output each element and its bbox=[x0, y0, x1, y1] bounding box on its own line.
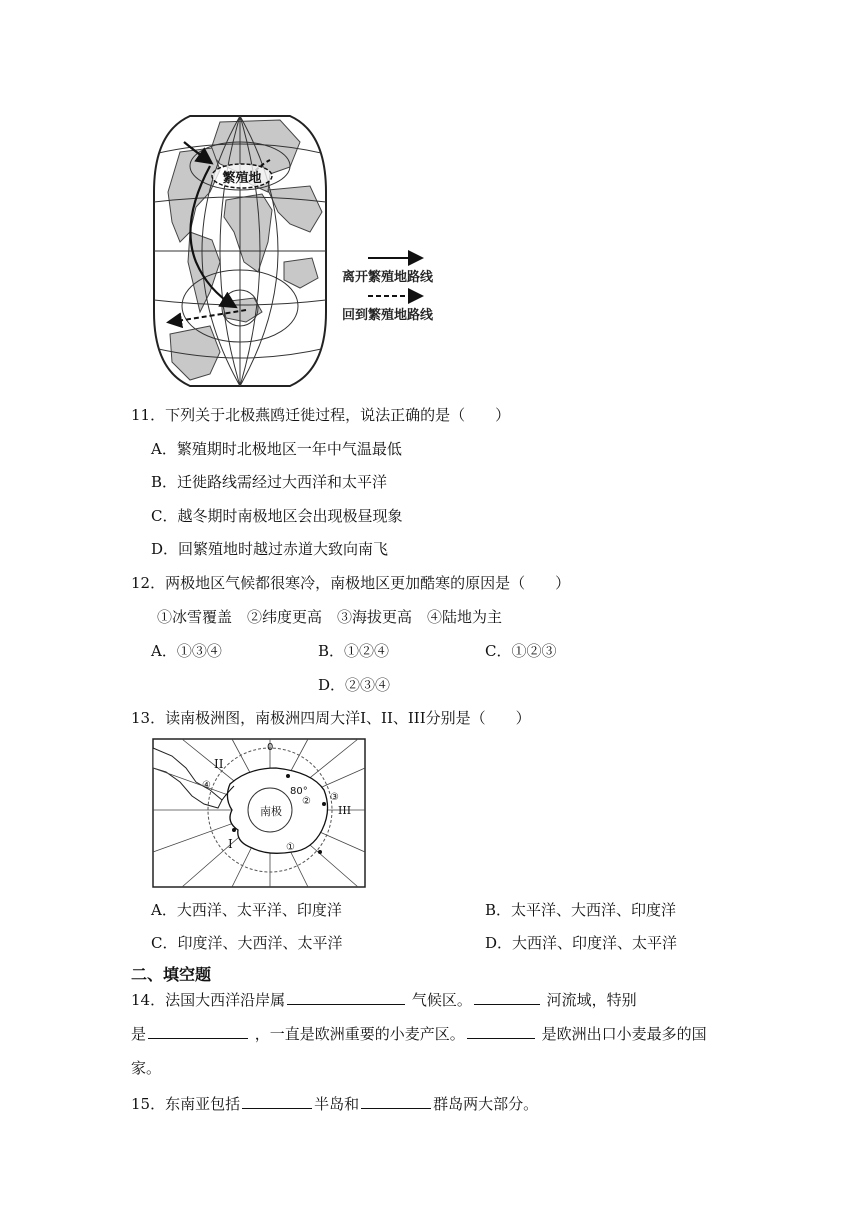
q12-items: ①冰雪覆盖 ②纬度更高 ③海拔更高 ④陆地为主 bbox=[157, 608, 503, 626]
legend-leave-label: 离开繁殖地路线 bbox=[342, 270, 434, 285]
question-14-line-2 bbox=[131, 1023, 707, 1045]
migration-map-figure bbox=[150, 112, 480, 390]
q11-option-c[interactable]: C．越冬期时南极地区会出现极昼现象 bbox=[151, 507, 403, 525]
q14-blank-4[interactable] bbox=[467, 1024, 535, 1039]
question-13-stem: 13．读南极洲图，南极洲四周大洋I、II、III分别是（ ） bbox=[131, 709, 531, 727]
section-2-title: 二、填空题 bbox=[131, 965, 212, 984]
ocean-I-label: I bbox=[228, 837, 233, 851]
q15-blank-2[interactable] bbox=[361, 1094, 431, 1109]
antarctica-map-graphic bbox=[152, 738, 366, 888]
question-11-stem: 11．下列关于北极燕鸥迁徙过程，说法正确的是（ ） bbox=[131, 406, 511, 424]
q13-option-b[interactable]: B．太平洋、大西洋、印度洋 bbox=[485, 901, 677, 919]
migration-map-graphic bbox=[150, 112, 480, 390]
q14-text-6: 是欧洲出口小麦最多的国 bbox=[536, 1025, 707, 1043]
q14-text-1: 14．法国大西洋沿岸属 bbox=[131, 991, 286, 1009]
q14-text-4: 是 bbox=[131, 1025, 147, 1043]
q15-text-3: 群岛两大部分。 bbox=[433, 1095, 539, 1113]
q12-option-a[interactable]: A．①③④ bbox=[151, 642, 222, 660]
q14-blank-3[interactable] bbox=[148, 1024, 248, 1039]
ocean-III-label: III bbox=[338, 804, 352, 817]
antarctica-map-figure bbox=[152, 738, 366, 888]
lat-80-label: 80° bbox=[290, 786, 308, 797]
question-12-stem: 12．两极地区气候都很寒冷，南极地区更加酷寒的原因是（ ） bbox=[131, 574, 571, 592]
q15-text-1: 15．东南亚包括 bbox=[131, 1095, 241, 1113]
legend-return-label: 回到繁殖地路线 bbox=[342, 308, 434, 323]
breeding-area-label: 繁殖地 bbox=[222, 171, 262, 186]
ocean-II-label: II bbox=[214, 757, 224, 771]
marker-1-label: ① bbox=[286, 842, 295, 853]
q11-option-d[interactable]: D．回繁殖地时越过赤道大致向南飞 bbox=[151, 540, 389, 558]
q14-text-5: ，一直是欧洲重要的小麦产区。 bbox=[250, 1025, 465, 1043]
q13-option-d[interactable]: D．大西洋、印度洋、太平洋 bbox=[485, 934, 678, 952]
q14-blank-1[interactable] bbox=[287, 990, 405, 1005]
lon-zero-label: 0 bbox=[267, 742, 274, 753]
q12-option-c[interactable]: C．①②③ bbox=[485, 642, 557, 660]
q12-option-b[interactable]: B．①②④ bbox=[318, 642, 390, 660]
q14-text-7: 家。 bbox=[131, 1059, 162, 1077]
q13-option-a[interactable]: A．大西洋、太平洋、印度洋 bbox=[151, 901, 342, 919]
q13-option-c[interactable]: C．印度洋、大西洋、太平洋 bbox=[151, 934, 343, 952]
q12-option-d[interactable]: D．②③④ bbox=[318, 676, 391, 694]
marker-2-label: ② bbox=[302, 796, 311, 807]
q15-text-2: 半岛和 bbox=[314, 1095, 360, 1113]
q15-blank-1[interactable] bbox=[242, 1094, 312, 1109]
question-15-line bbox=[131, 1093, 538, 1115]
q14-text-3: 河流域，特别 bbox=[541, 991, 637, 1009]
marker-3-label: ③ bbox=[330, 792, 339, 803]
question-14-line-1 bbox=[131, 989, 637, 1011]
q11-option-a[interactable]: A．繁殖期时北极地区一年中气温最低 bbox=[151, 440, 402, 458]
q14-text-2: 气候区。 bbox=[407, 991, 472, 1009]
marker-4-label: ④ bbox=[202, 780, 211, 791]
q14-blank-2[interactable] bbox=[474, 990, 540, 1005]
q11-option-b[interactable]: B．迁徙路线需经过大西洋和太平洋 bbox=[151, 473, 388, 491]
south-pole-label: 南极 bbox=[260, 805, 282, 818]
